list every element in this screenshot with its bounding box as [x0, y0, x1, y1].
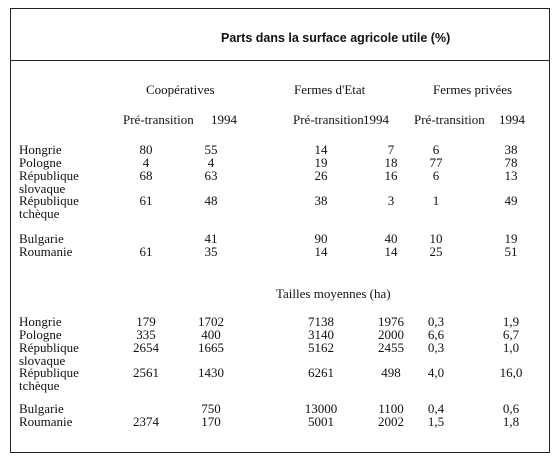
table-cell: 68	[139, 168, 153, 183]
table-cell: 1,8	[502, 414, 520, 429]
table-cell: 19	[504, 231, 518, 246]
table-cell: 18	[384, 155, 398, 170]
table-cell: 2654	[133, 340, 159, 355]
table-cell: 1	[432, 193, 440, 208]
table-cell: 4	[142, 155, 150, 170]
table-cell: 498	[381, 365, 401, 380]
row-label: République	[19, 365, 79, 380]
table-cell: 335	[136, 327, 156, 342]
table-cell: 38	[314, 193, 328, 208]
row-label: slovaque	[19, 353, 66, 368]
table-cell: 4,0	[427, 365, 445, 380]
row-label: Bulgarie	[19, 401, 64, 416]
table-cell: 2561	[133, 365, 159, 380]
row-label: République	[19, 168, 79, 183]
table-cell: 1,0	[502, 340, 520, 355]
table-cell: 61	[139, 193, 153, 208]
table-cell: 61	[139, 244, 153, 259]
row-label: tchèque	[19, 378, 60, 393]
column-group-header: Fermes d'Etat	[294, 82, 366, 97]
row-label: Hongrie	[19, 314, 62, 329]
table-cell: 41	[204, 231, 218, 246]
table-cell: 6,6	[427, 327, 445, 342]
table-cell: 1976	[378, 314, 404, 329]
table-cell: 5162	[308, 340, 334, 355]
table-cell: 6	[432, 142, 440, 157]
column-subheader: 1994	[363, 112, 389, 127]
table-header	[11, 9, 549, 61]
table-cell: 40	[384, 231, 398, 246]
table-cell: 14	[314, 142, 328, 157]
column-group-header: Coopératives	[146, 82, 215, 97]
table-cell: 4	[207, 155, 215, 170]
table-cell: 5001	[308, 414, 334, 429]
table-cell: 55	[204, 142, 218, 157]
column-subheader: Pré-transition	[293, 112, 364, 127]
column-subheader: Pré-transition	[414, 112, 485, 127]
table-cell: 25	[429, 244, 443, 259]
column-group-header: Fermes privées	[433, 82, 513, 97]
table-cell: 80	[139, 142, 153, 157]
table-cell: 14	[384, 244, 398, 259]
table-cell: 6,7	[502, 327, 520, 342]
table-cell: 3	[387, 193, 395, 208]
table-cell: 78	[504, 155, 518, 170]
table-cell: 0,3	[427, 340, 445, 355]
table-cell: 77	[429, 155, 443, 170]
table-cell: 13000	[304, 401, 338, 416]
row-label: Bulgarie	[19, 231, 64, 246]
table-cell: 2002	[378, 414, 404, 429]
table-cell: 26	[314, 168, 328, 183]
table-cell: 48	[204, 193, 218, 208]
row-label: République	[19, 340, 79, 355]
table-cell: 49	[504, 193, 518, 208]
table-cell: 35	[204, 244, 218, 259]
table-cell: 0,4	[427, 401, 445, 416]
table-cell: 1,9	[502, 314, 520, 329]
table-cell: 6261	[308, 365, 334, 380]
table-cell: 16,0	[499, 365, 523, 380]
table-cell: 400	[201, 327, 221, 342]
row-label: tchèque	[19, 206, 60, 221]
table-title: Parts dans la surface agricole utile (%)	[221, 31, 451, 45]
table-cell: 63	[204, 168, 218, 183]
row-label: Hongrie	[19, 142, 62, 157]
table-cell: 170	[201, 414, 221, 429]
table-cell: 6	[432, 168, 440, 183]
table-frame	[10, 8, 550, 453]
table-cell: 10	[429, 231, 443, 246]
row-label: slovaque	[19, 181, 66, 196]
table-cell: 13	[504, 168, 518, 183]
column-subheader: 1994	[499, 112, 525, 127]
column-subheader: Pré-transition	[123, 112, 194, 127]
table-cell: 1430	[198, 365, 224, 380]
table-cell: 179	[136, 314, 156, 329]
row-label: Roumanie	[19, 244, 73, 259]
table-cell: 51	[504, 244, 518, 259]
table-cell: 0,6	[502, 401, 520, 416]
row-label: Pologne	[19, 155, 62, 170]
section-title: Tailles moyennes (ha)	[276, 286, 391, 301]
table-cell: 1702	[198, 314, 224, 329]
row-label: République	[19, 193, 79, 208]
table-cell: 1665	[198, 340, 224, 355]
table-cell: 2000	[378, 327, 404, 342]
table-cell: 16	[384, 168, 398, 183]
table-cell: 90	[314, 231, 328, 246]
row-label: Pologne	[19, 327, 62, 342]
table-cell: 7	[387, 142, 395, 157]
column-subheader: 1994	[211, 112, 237, 127]
table-cell: 0,3	[427, 314, 445, 329]
table-cell: 7138	[308, 314, 334, 329]
row-label: Roumanie	[19, 414, 73, 429]
table-cell: 2455	[378, 340, 404, 355]
table-cell: 3140	[308, 327, 334, 342]
table-cell: 1,5	[427, 414, 445, 429]
table-cell: 38	[504, 142, 518, 157]
table-cell: 750	[201, 401, 221, 416]
table-cell: 14	[314, 244, 328, 259]
table-cell: 2374	[133, 414, 159, 429]
table-cell: 1100	[378, 401, 404, 416]
table-cell: 19	[314, 155, 328, 170]
